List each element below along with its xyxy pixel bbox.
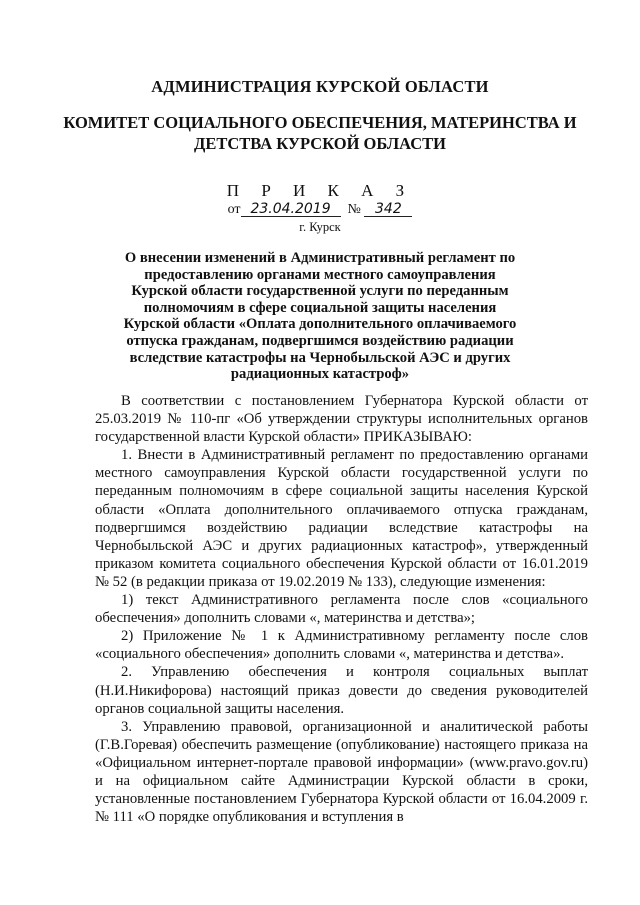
body-paragraph: 2) Приложение № 1 к Административному регламенту после слов «социального обеспечения» дополнить словами «, материнства и детства». <box>95 628 588 663</box>
committee-heading: КОМИТЕТ СОЦИАЛЬНОГО ОБЕСПЕЧЕНИЯ, МАТЕРИНСТВА И ДЕТСТВА КУРСКОЙ ОБЛАСТИ <box>63 113 577 153</box>
order-date: 23.04.2019 <box>241 202 341 217</box>
date-prefix: от <box>227 202 241 217</box>
order-title: П Р И К А З <box>226 181 414 200</box>
order-city: г. Курск <box>299 220 341 234</box>
body-paragraph: 2. Управлению обеспечения и контроля социальных выплат (Н.И.Никифорова) настоящий приказ довести до сведения руководителей органов социальной защиты населения. <box>95 664 588 717</box>
administration-heading: АДМИНИСТРАЦИЯ КУРСКОЙ ОБЛАСТИ <box>151 77 489 96</box>
order-number: 342 <box>364 202 412 217</box>
body-paragraph: 1) текст Административного регламента после слов «социального обеспечения» дополнить словами «, материнства и детства»; <box>95 592 588 627</box>
body-paragraph: В соответствии с постановлением Губернатора Курской области от 25.03.2019 № 110-пг «Об утверждении структуры исполнительных органов государственной власти Курской области» ПРИКАЗЫВАЮ: <box>95 393 588 446</box>
body-paragraph: 3. Управлению правовой, организационной и аналитической работы (Г.В.Горевая) обеспечить размещение (опубликование) настоящего приказа на «Официальном интернет-портале правовой информации» (www.pravo.gov.ru) и на официальном сайте Администрации Курской области в сроки, установленные постановлением Губернатора Курской области от 16.04.2009 г. № 111 «О порядке опубликования и вступления в <box>95 718 588 826</box>
order-subject: О внесении изменений в Административный регламент по предоставлению органами местного самоуправления Курской области государственной услуги по переданным полномочиям в сфере социальной защиты населения Курской области «Оплата дополнительного оплачиваемого отпуска гражданам, подвергшимся воздействию радиации вследствие катастрофы на Чернобыльской АЭС и других радиационных катастроф» <box>123 250 517 383</box>
order-date-number-line <box>0 202 640 218</box>
body-paragraph: 1. Внести в Административный регламент по предоставлению органами местного самоуправления Курской области государственной услуги по переданным полномочиям в сфере социальной защиты населения Курской области «Оплата дополнительного оплачиваемого отпуска гражданам, подвергшимся воздействию радиации вследствие катастрофы на Чернобыльской АЭС и других радиационных катастроф», утвержденный приказом комитета социального обеспечения Курской области от 16.01.2019 № 52 (в редакции приказа от 19.02.2019 № 133), следующие изменения: <box>95 447 588 590</box>
order-body <box>95 392 588 826</box>
number-prefix: № <box>347 202 361 217</box>
